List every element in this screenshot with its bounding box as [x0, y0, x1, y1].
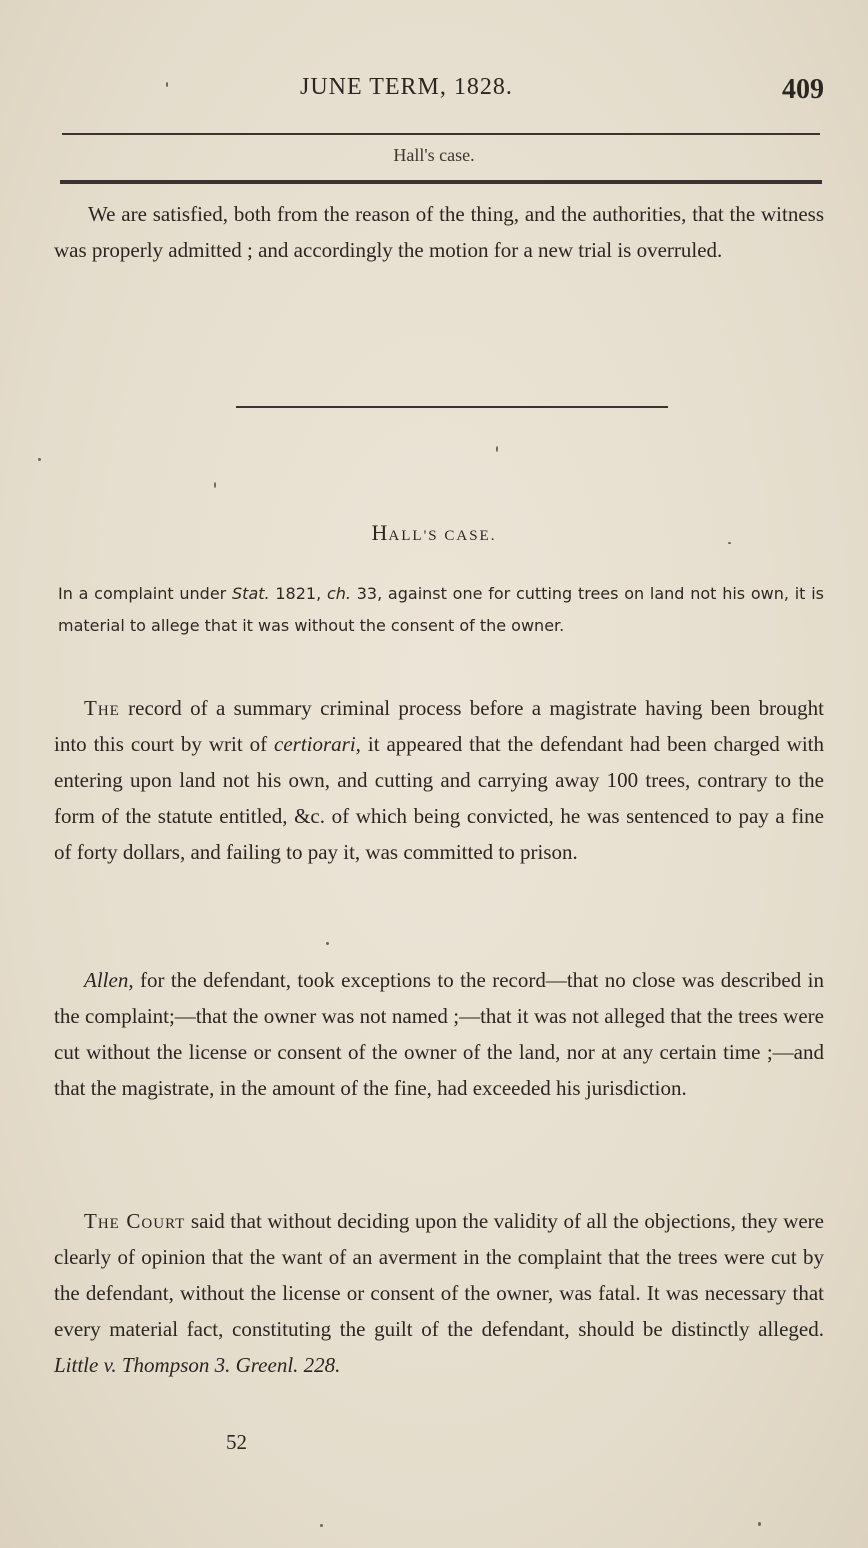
argument-paragraph — [54, 962, 824, 1106]
paper-speck — [38, 458, 41, 461]
signature-mark: 52 — [226, 1430, 247, 1454]
citation: Little v. Thompson 3. Greenl. 228. — [54, 1353, 341, 1377]
case-title-initial: H — [371, 520, 389, 545]
record-text-b: it appeared that the defendant had been charged with entering upon land not his own, and cutting and carrying away 100 trees, contrary to the form of the statute entitled, &c. of which being convicted, he was sentenced to pay a fine of forty dollars, and failing to pay it, was committed to prison. — [54, 732, 824, 864]
paper-speck — [728, 542, 731, 544]
paper-speck — [758, 1522, 761, 1526]
headnote-year: 1821, — [269, 584, 327, 603]
headnote-after-ch: 33, against one for cutting trees on land not his own, it is material to allege that it was without the consent of the owner. — [58, 584, 824, 635]
headnote-before-stat: In a complaint under — [58, 584, 233, 603]
court-paragraph — [54, 1203, 824, 1383]
case-title — [0, 520, 868, 546]
running-head-title: JUNE TERM, 1828. — [300, 74, 513, 100]
headnote-stat: Stat. — [232, 584, 270, 603]
continued-case-conclusion: We are satisfied, both from the reason of the thing, and the authorities, that the witness was properly admitted ; and accordingly the motion for a new trial is overruled. — [54, 202, 824, 262]
paper-speck — [214, 482, 216, 488]
paper-speck — [166, 82, 168, 87]
header-rule — [62, 133, 820, 135]
case-title-rest: ALL'S CASE. — [388, 528, 497, 544]
record-text-a: record of a summary criminal process before a magistrate having been brought into this court by writ of — [54, 696, 824, 756]
paper-speck — [320, 1524, 323, 1527]
headnote — [58, 578, 824, 642]
record-lead: The — [84, 696, 120, 720]
certiorari-term: certiorari, — [274, 732, 361, 756]
page-number: 409 — [782, 74, 824, 105]
argument-text: for the defendant, took exceptions to the record—that no close was described in the complaint;—that the owner was not named ;—that it was not alleged that the trees were cut without the license or consent of the owner of the land, nor at any certain time ;—and that the magistrate, in the amount of the fine, had exceeded his jurisdiction. — [54, 968, 824, 1100]
court-text: said that without deciding upon the validity of all the objections, they were clearly of opinion that the want of an averment in the complaint that the trees were cut by the defendant, without the license or consent of the owner, was fatal. It was necessary that every material fact, constituting the guilt of the defendant, should be distinctly alleged. — [54, 1209, 825, 1341]
continued-case-label: Hall's case. — [393, 145, 475, 165]
header-rule-thick — [60, 180, 822, 184]
court-lead: The Court — [84, 1209, 186, 1233]
case-divider-rule — [236, 406, 668, 408]
counsel-name: Allen, — [84, 968, 134, 992]
paper-speck — [326, 942, 329, 945]
paper-speck — [496, 446, 498, 452]
running-head — [0, 70, 868, 110]
headnote-ch: ch. — [326, 584, 351, 603]
record-paragraph — [54, 690, 824, 870]
